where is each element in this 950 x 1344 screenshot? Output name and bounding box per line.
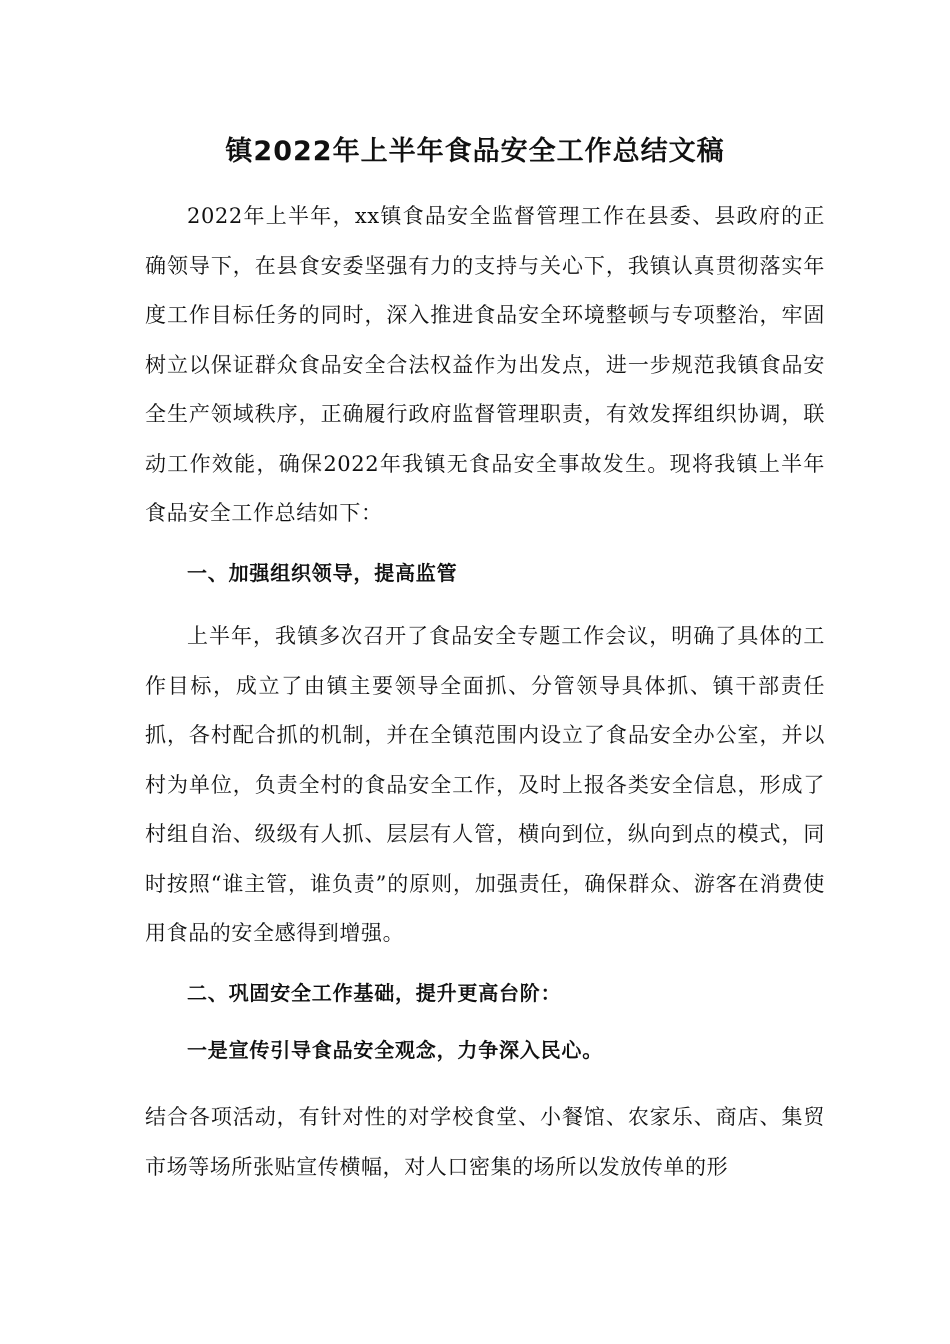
section-2-subheading-1: 一是宣传引导食品安全观念，力争深入民心。	[187, 1038, 603, 1062]
document-title: 镇2022年上半年食品安全工作总结文稿	[225, 136, 725, 167]
section-2-heading: 二、巩固安全工作基础，提升更高台阶：	[187, 981, 562, 1005]
section-1-paragraph: 上半年，我镇多次召开了食品安全专题工作会议，明确了具体的工作目标，成立了由镇主要领导全面抓、分管领导具体抓、镇干部责任抓，各村配合抓的机制，并在全镇范围内设立了食品安全办公室，并以村为单位，负责全村的食品安全工作，及时上报各类安全信息，形成了村组自治、级级有人抓、层层有人管，横向到位，纵向到点的模式，同时按照“谁主管，谁负责”的原则，加强责任，确保群众、游客在消费使用食品的安全感得到增强。	[145, 624, 825, 945]
section-1-heading: 一、加强组织领导，提高监管	[187, 561, 458, 585]
section-2-sub-1-paragraph: 结合各项活动，有针对性的对学校食堂、小餐馆、农家乐、商店、集贸市场等场所张贴宣传横幅，对人口密集的场所以发放传单的形	[145, 1105, 825, 1179]
intro-paragraph: 2022年上半年，xx镇食品安全监督管理工作在县委、县政府的正确领导下，在县食安委坚强有力的支持与关心下，我镇认真贯彻落实年度工作目标任务的同时，深入推进食品安全环境整顿与专项整治，牢固树立以保证群众食品安全合法权益作为出发点，进一步规范我镇食品安全生产领域秩序，正确履行政府监督管理职责，有效发挥组织协调，联动工作效能，确保2022年我镇无食品安全事故发生。现将我镇上半年食品安全工作总结如下：	[145, 204, 825, 525]
